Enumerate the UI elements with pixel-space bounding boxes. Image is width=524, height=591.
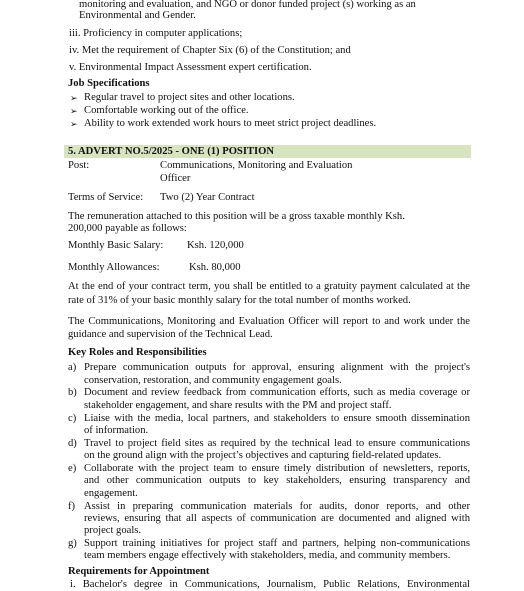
role-line: Document and review feedback from communication efforts, such as media coverage or xyxy=(84,387,470,398)
bullet-arrow-icon: ➢ xyxy=(70,93,78,103)
role-line: Liaise with the media, local partners, and stakeholders to ensure smooth dissemination xyxy=(84,413,470,424)
intro-item-iii: iii. Proficiency in computer applications; xyxy=(69,28,243,39)
remuneration-line-2: 200,000 payable as follows: xyxy=(68,223,187,234)
roles-heading: Key Roles and Responsibilities xyxy=(68,347,207,358)
role-line: Travel to project field sites as required by the technical lead to ensure communications xyxy=(84,438,470,449)
role-marker: f) xyxy=(68,501,76,512)
role-line: stakeholder engagement, and share results with the PM and project staff. xyxy=(84,400,392,411)
requirements-first-item: i. Bachelor's degree in Communications, Journalism, Public Relations, Environmental xyxy=(70,579,470,590)
role-marker: b) xyxy=(68,387,77,398)
role-marker: g) xyxy=(68,538,77,549)
gratuity-line-2: rate of 31% of your basic monthly salary for the total number of months worked. xyxy=(68,295,411,306)
terms-value: Two (2) Year Contract xyxy=(160,192,255,203)
role-line: conservation, restoration, and community engagement goals. xyxy=(84,375,342,386)
salary-value: Ksh. 120,000 xyxy=(187,240,244,251)
job-spec-item: Ability to work extended work hours to meet strict project deadlines. xyxy=(84,118,377,129)
role-line: of information. xyxy=(84,425,149,436)
gratuity-line-1: At the end of your contract term, you shall be entitled to a gratuity payment calculated at the xyxy=(68,281,470,292)
role-line: on the ground align with the project’s objectives and capturing field-related updates. xyxy=(84,450,442,461)
post-label: Post: xyxy=(68,160,90,171)
salary-label: Monthly Basic Salary: xyxy=(68,240,164,251)
role-line: engagement. xyxy=(84,488,138,499)
advert-title: 5. ADVERT NO.5/2025 - ONE (1) POSITION xyxy=(68,146,275,157)
role-line: team members engage effectively with stakeholders, media, and community members. xyxy=(84,550,451,561)
role-line: and other communication outputs to key stakeholders, ensuring transparency and xyxy=(84,475,470,486)
role-marker: a) xyxy=(68,362,77,373)
role-line: Support training initiatives for project staff and partners, helping non-communications xyxy=(84,538,470,549)
intro-line-1: monitoring and evaluation, and NGO or donor funded project (s) working as an xyxy=(79,0,416,10)
requirements-heading: Requirements for Appointment xyxy=(68,566,210,577)
role-line: Assist in preparing communication materials for audits, donor reports, and other xyxy=(84,501,470,512)
role-line: project goals. xyxy=(84,525,142,536)
job-spec-item: Regular travel to project sites and other locations. xyxy=(84,92,295,103)
intro-item-iv: iv. Met the requirement of Chapter Six (6) of the Constitution; and xyxy=(69,45,351,56)
terms-label: Terms of Service: xyxy=(68,192,144,203)
bullet-arrow-icon: ➢ xyxy=(70,106,78,116)
job-specs-heading: Job Specifications xyxy=(68,78,150,89)
intro-line-2: Environmental and Gender. xyxy=(79,10,196,21)
role-line: Collaborate with the project team to ensure timely distribution of newsletters, reports, xyxy=(84,463,470,474)
role-marker: d) xyxy=(68,438,77,449)
role-marker: c) xyxy=(68,413,77,424)
role-marker: e) xyxy=(68,463,77,474)
allowance-label: Monthly Allowances: xyxy=(68,262,160,273)
remuneration-line-1: The remuneration attached to this position will be a gross taxable monthly Ksh. xyxy=(68,211,405,222)
allowance-value: Ksh. 80,000 xyxy=(189,262,241,273)
role-line: Prepare communication outputs for approval, ensuring alignment with the project's xyxy=(84,362,470,373)
report-line-2: guidance and supervision of the Technical Lead. xyxy=(68,329,273,340)
role-line: reviews, ensuring that all aspects of communication are documented and aligned with xyxy=(84,513,470,524)
post-value-line-2: Officer xyxy=(160,173,191,184)
post-value-line-1: Communications, Monitoring and Evaluation xyxy=(160,160,353,171)
bullet-arrow-icon: ➢ xyxy=(70,119,78,129)
job-spec-item: Comfortable working out of the office. xyxy=(84,105,249,116)
intro-item-v: v. Environmental Impact Assessment expert certification. xyxy=(69,62,312,73)
report-line-1: The Communications, Monitoring and Evaluation Officer will report to and work under the xyxy=(68,316,470,327)
